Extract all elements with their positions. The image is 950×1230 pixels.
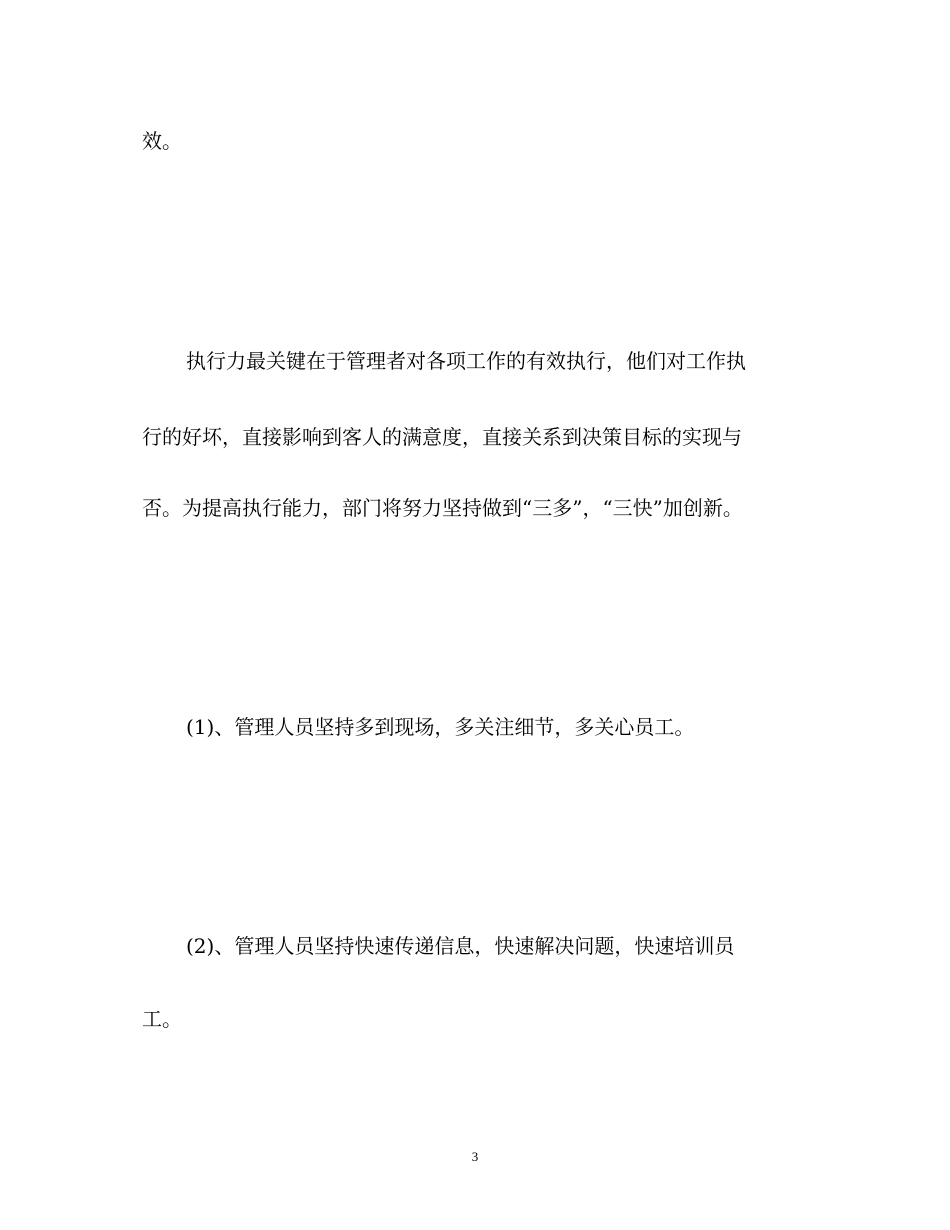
list-item-2-line-2: 工。 bbox=[142, 1007, 182, 1031]
list-item-2-line-1: (2)、管理人员坚持快速传递信息，快速解决问题，快速培训员 bbox=[186, 934, 735, 958]
paragraph-execution-line-1: 执行力最关键在于管理者对各项工作的有效执行，他们对工作执 bbox=[186, 349, 746, 373]
page-number: 3 bbox=[471, 1149, 479, 1164]
paragraph-continuation-line: 效。 bbox=[142, 129, 182, 153]
paragraph-execution-line-2: 行的好坏，直接影响到客人的满意度，直接关系到决策目标的实现与 bbox=[142, 425, 742, 449]
list-item-1-line: (1)、管理人员坚持多到现场，多关注细节，多关心员工。 bbox=[186, 715, 695, 739]
paragraph-execution-line-3: 否。为提高执行能力，部门将努力坚持做到“三多”，“三快”加创新。 bbox=[142, 496, 743, 520]
